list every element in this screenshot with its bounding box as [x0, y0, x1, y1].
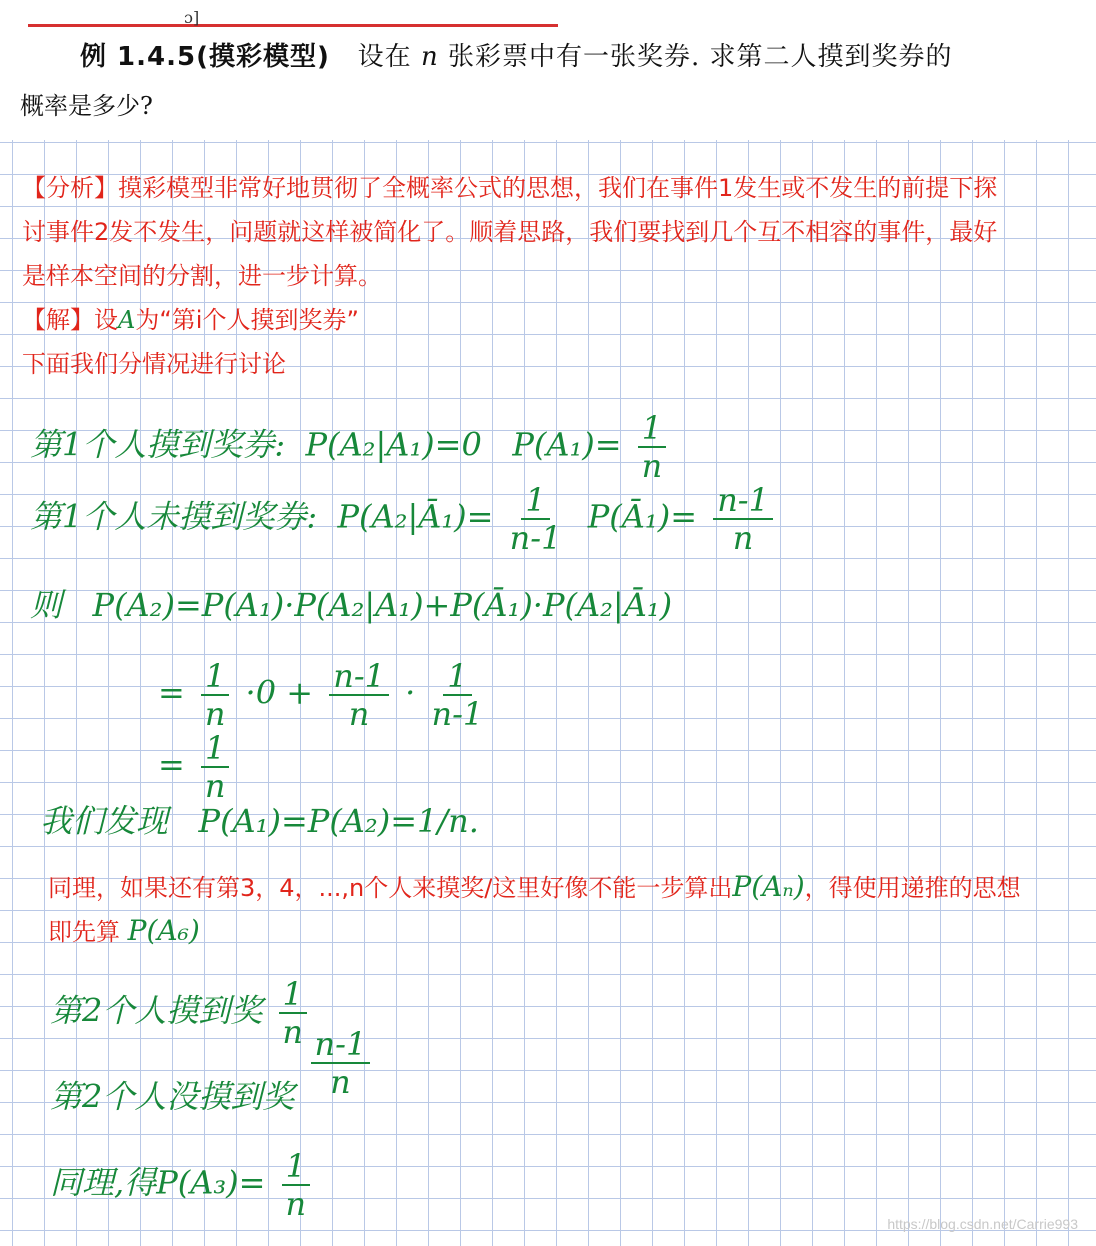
remark-line-1: [48, 868, 1021, 903]
case-a-label: 第2个人摸到奖: [50, 991, 263, 1030]
case-c-den: n: [285, 1185, 307, 1223]
example-label: 例 1.4.5(摸彩模型): [80, 42, 330, 72]
step2-num: 1: [201, 732, 229, 768]
cropped-fragment: ɔ]: [184, 8, 200, 27]
case2-fraction: [509, 481, 562, 557]
remark-text-2: 即先算: [48, 918, 120, 946]
case-c-fraction: [282, 1147, 310, 1223]
then-label: 则: [30, 586, 63, 624]
total-formula: P(A₂)=P(A₁)·P(A₂|A₁)+P(Ā₁)·P(A₂|Ā₁): [92, 586, 673, 624]
found-formula: P(A₁)=P(A₂)=: [198, 802, 418, 840]
case-c-formula: P(A₃)=: [156, 1163, 266, 1202]
case2-prob: P(Ā₁)=: [587, 497, 698, 536]
solution-line: [22, 300, 359, 335]
step1-n3: 1: [443, 660, 471, 696]
case1-prob: P(A₁)=: [512, 425, 622, 464]
step1-d2: n: [348, 695, 370, 733]
case1-line: [30, 409, 672, 485]
case-a-num: 1: [279, 978, 307, 1014]
remark-sticker-2: P(A₆): [127, 914, 200, 947]
step2-fraction: [201, 729, 229, 805]
discuss-line: 下面我们分情况进行讨论: [22, 350, 286, 378]
step2-eq: =: [158, 745, 185, 784]
case1-fraction: [638, 409, 666, 485]
analysis-line-3: 是样本空间的分割，进一步计算。: [22, 262, 382, 290]
problem-line-1: [80, 36, 952, 73]
step1-eq: =: [158, 673, 185, 712]
statement-b: 张彩票中有一张奖券. 求第二人摸到奖券的: [447, 42, 953, 72]
case1-label: 第1个人摸到奖券:: [30, 425, 286, 464]
case-b-fraction: [311, 1025, 371, 1101]
case-c-line: [50, 1147, 316, 1223]
case2-num: 1: [521, 484, 549, 520]
case2-den: n-1: [509, 519, 562, 557]
step1-d3: n-1: [431, 695, 484, 733]
remark-text-1: 同理，如果还有第3，4，...,n个人来摸奖/这里好像不能一步算出: [48, 874, 733, 902]
case-a-den: n: [282, 1013, 304, 1051]
case1-cond: P(A₂|A₁)=0: [305, 425, 482, 464]
step1-mid: ·0 +: [245, 673, 314, 712]
case-b-line: [50, 1025, 376, 1134]
solution-prefix: 【解】设: [22, 306, 118, 334]
step1-n2: n-1: [329, 660, 389, 696]
step2-line: [158, 729, 235, 805]
analysis-line-2: 讨事件2发不发生，问题就这样被简化了。顺着思路，我们要找到几个互不相容的事件，最好: [22, 218, 998, 246]
case2-cond: P(A₂|Ā₁)=: [337, 497, 494, 536]
step1-n1: 1: [201, 660, 229, 696]
total-line: [30, 580, 672, 626]
found-tail: 1/n.: [417, 802, 479, 840]
solution-suffix: 为“第i个人摸到奖券”: [135, 306, 359, 334]
case-c-num: 1: [282, 1150, 310, 1186]
case2-label: 第1个人未摸到奖券:: [30, 497, 318, 536]
found-line: [40, 796, 479, 842]
step1-line: [158, 657, 489, 733]
case-c-label: 同理,得: [50, 1163, 157, 1202]
remark-line-2: [48, 912, 200, 947]
red-rule: [28, 24, 558, 27]
case-a-line: [50, 975, 313, 1051]
problem-statement-box: [0, 0, 1096, 140]
step1-dot: ·: [405, 673, 416, 712]
case2-prob-fraction: [713, 481, 773, 557]
case1-num: 1: [638, 412, 666, 448]
case2-line: [30, 481, 779, 557]
remark-end-1: ，得使用递推的思想: [804, 874, 1021, 902]
step1-d1: n: [204, 695, 226, 733]
step1-frac-c: [431, 657, 484, 733]
case-a-fraction: [279, 975, 307, 1051]
case-b-label: 第2个人没摸到奖: [50, 1077, 295, 1116]
step1-frac-a: [201, 657, 229, 733]
problem-line-2: 概率是多少?: [20, 92, 153, 120]
solution-var: A: [118, 306, 136, 334]
case2-pden: n: [732, 519, 754, 557]
watermark: https://blog.csdn.net/Carrie993: [887, 1216, 1078, 1232]
step2-den: n: [204, 767, 226, 805]
remark-sticker-1: P(Aₙ): [732, 870, 805, 903]
found-label: 我们发现: [40, 802, 169, 840]
analysis-line-1: 【分析】摸彩模型非常好地贯彻了全概率公式的思想，我们在事件1发生或不发生的前提下探: [22, 174, 998, 202]
case2-pnum: n-1: [713, 484, 773, 520]
statement-a: 设在: [357, 42, 412, 72]
statement-var: n: [420, 42, 439, 72]
step1-frac-b: [329, 657, 389, 733]
case-b-num: n-1: [311, 1028, 371, 1064]
case-b-den: n: [330, 1063, 351, 1101]
case1-den: n: [641, 447, 663, 485]
